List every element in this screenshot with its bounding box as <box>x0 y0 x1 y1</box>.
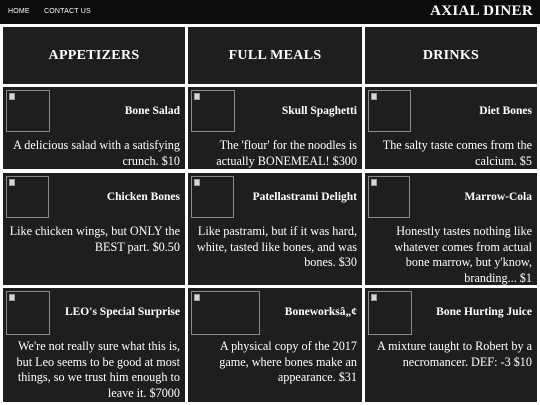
menu-item-card <box>3 288 185 402</box>
item-description: A mixture taught to Robert by a necromancer. DEF: -3 $10 <box>376 339 532 369</box>
item-name: Boneworksâ„¢ <box>284 306 357 318</box>
broken-image-icon <box>371 93 377 100</box>
broken-image-icon <box>9 93 15 100</box>
item-image-placeholder <box>368 90 411 132</box>
item-description: We're not really sure what this is, but Leo seems to be good at most things, so we trust him enough to leave it. $7000 <box>16 339 180 400</box>
menu-item-card <box>365 173 537 285</box>
broken-image-icon <box>194 294 200 301</box>
menu-item-card <box>365 87 537 169</box>
broken-image-icon <box>371 294 377 301</box>
item-description: The salty taste comes from the calcium. $5 <box>382 138 532 168</box>
item-image-placeholder <box>191 90 235 132</box>
menu-item-card <box>3 173 185 285</box>
item-image-placeholder <box>6 90 50 132</box>
item-description: Like chicken wings, but ONLY the BEST part. $0.50 <box>9 224 180 254</box>
column-header-label: APPETIZERS <box>48 47 140 63</box>
item-image-placeholder <box>6 176 49 218</box>
item-name: LEO's Special Surprise <box>64 306 180 318</box>
broken-image-icon <box>371 179 377 186</box>
item-name: Chicken Bones <box>106 191 180 203</box>
item-name: Bone Salad <box>124 105 180 117</box>
broken-image-icon <box>194 179 200 186</box>
item-description: Honestly tastes nothing like whatever comes from actual bone marrow, but y'know, branding... $1 <box>394 224 532 285</box>
menu-item-card <box>188 87 362 169</box>
item-image-placeholder <box>191 176 234 218</box>
broken-image-icon <box>194 93 200 100</box>
column-header-drinks <box>365 27 537 84</box>
menu-item-card <box>188 173 362 285</box>
column-header-label: FULL MEALS <box>228 47 322 63</box>
column-header-label: DRINKS <box>422 47 480 63</box>
broken-image-icon <box>9 179 15 186</box>
menu-item-card <box>365 288 537 402</box>
site-title: AXIAL DINER <box>430 3 533 19</box>
item-name: Marrow-Cola <box>464 191 532 203</box>
item-image-placeholder <box>368 291 412 335</box>
item-image-placeholder <box>6 291 50 335</box>
item-name: Diet Bones <box>479 105 532 117</box>
menu-item-card <box>3 87 185 169</box>
nav-contact-link[interactable]: CONTACT US <box>44 8 91 15</box>
broken-image-icon <box>9 294 15 301</box>
menu-item-card <box>188 288 362 402</box>
item-description: A physical copy of the 2017 game, where bones make an appearance. $31 <box>219 339 357 384</box>
column-header-appetizers <box>3 27 185 84</box>
column-header-full-meals <box>188 27 362 84</box>
item-description: A delicious salad with a satisfying crunch. $10 <box>13 138 180 168</box>
item-name: Patellastrami Delight <box>252 191 357 203</box>
item-description: Like pastrami, but if it was hard, white, tasted like bones, and was bones. $30 <box>196 224 357 269</box>
item-name: Bone Hurting Juice <box>436 306 532 318</box>
top-nav-bar <box>0 0 540 24</box>
nav-home-link[interactable]: HOME <box>8 8 30 15</box>
item-image-placeholder <box>191 291 260 335</box>
item-name: Skull Spaghetti <box>281 105 357 117</box>
item-image-placeholder <box>368 176 410 218</box>
item-description: The 'flour' for the noodles is actually BONEMEAL! $300 <box>216 138 357 168</box>
